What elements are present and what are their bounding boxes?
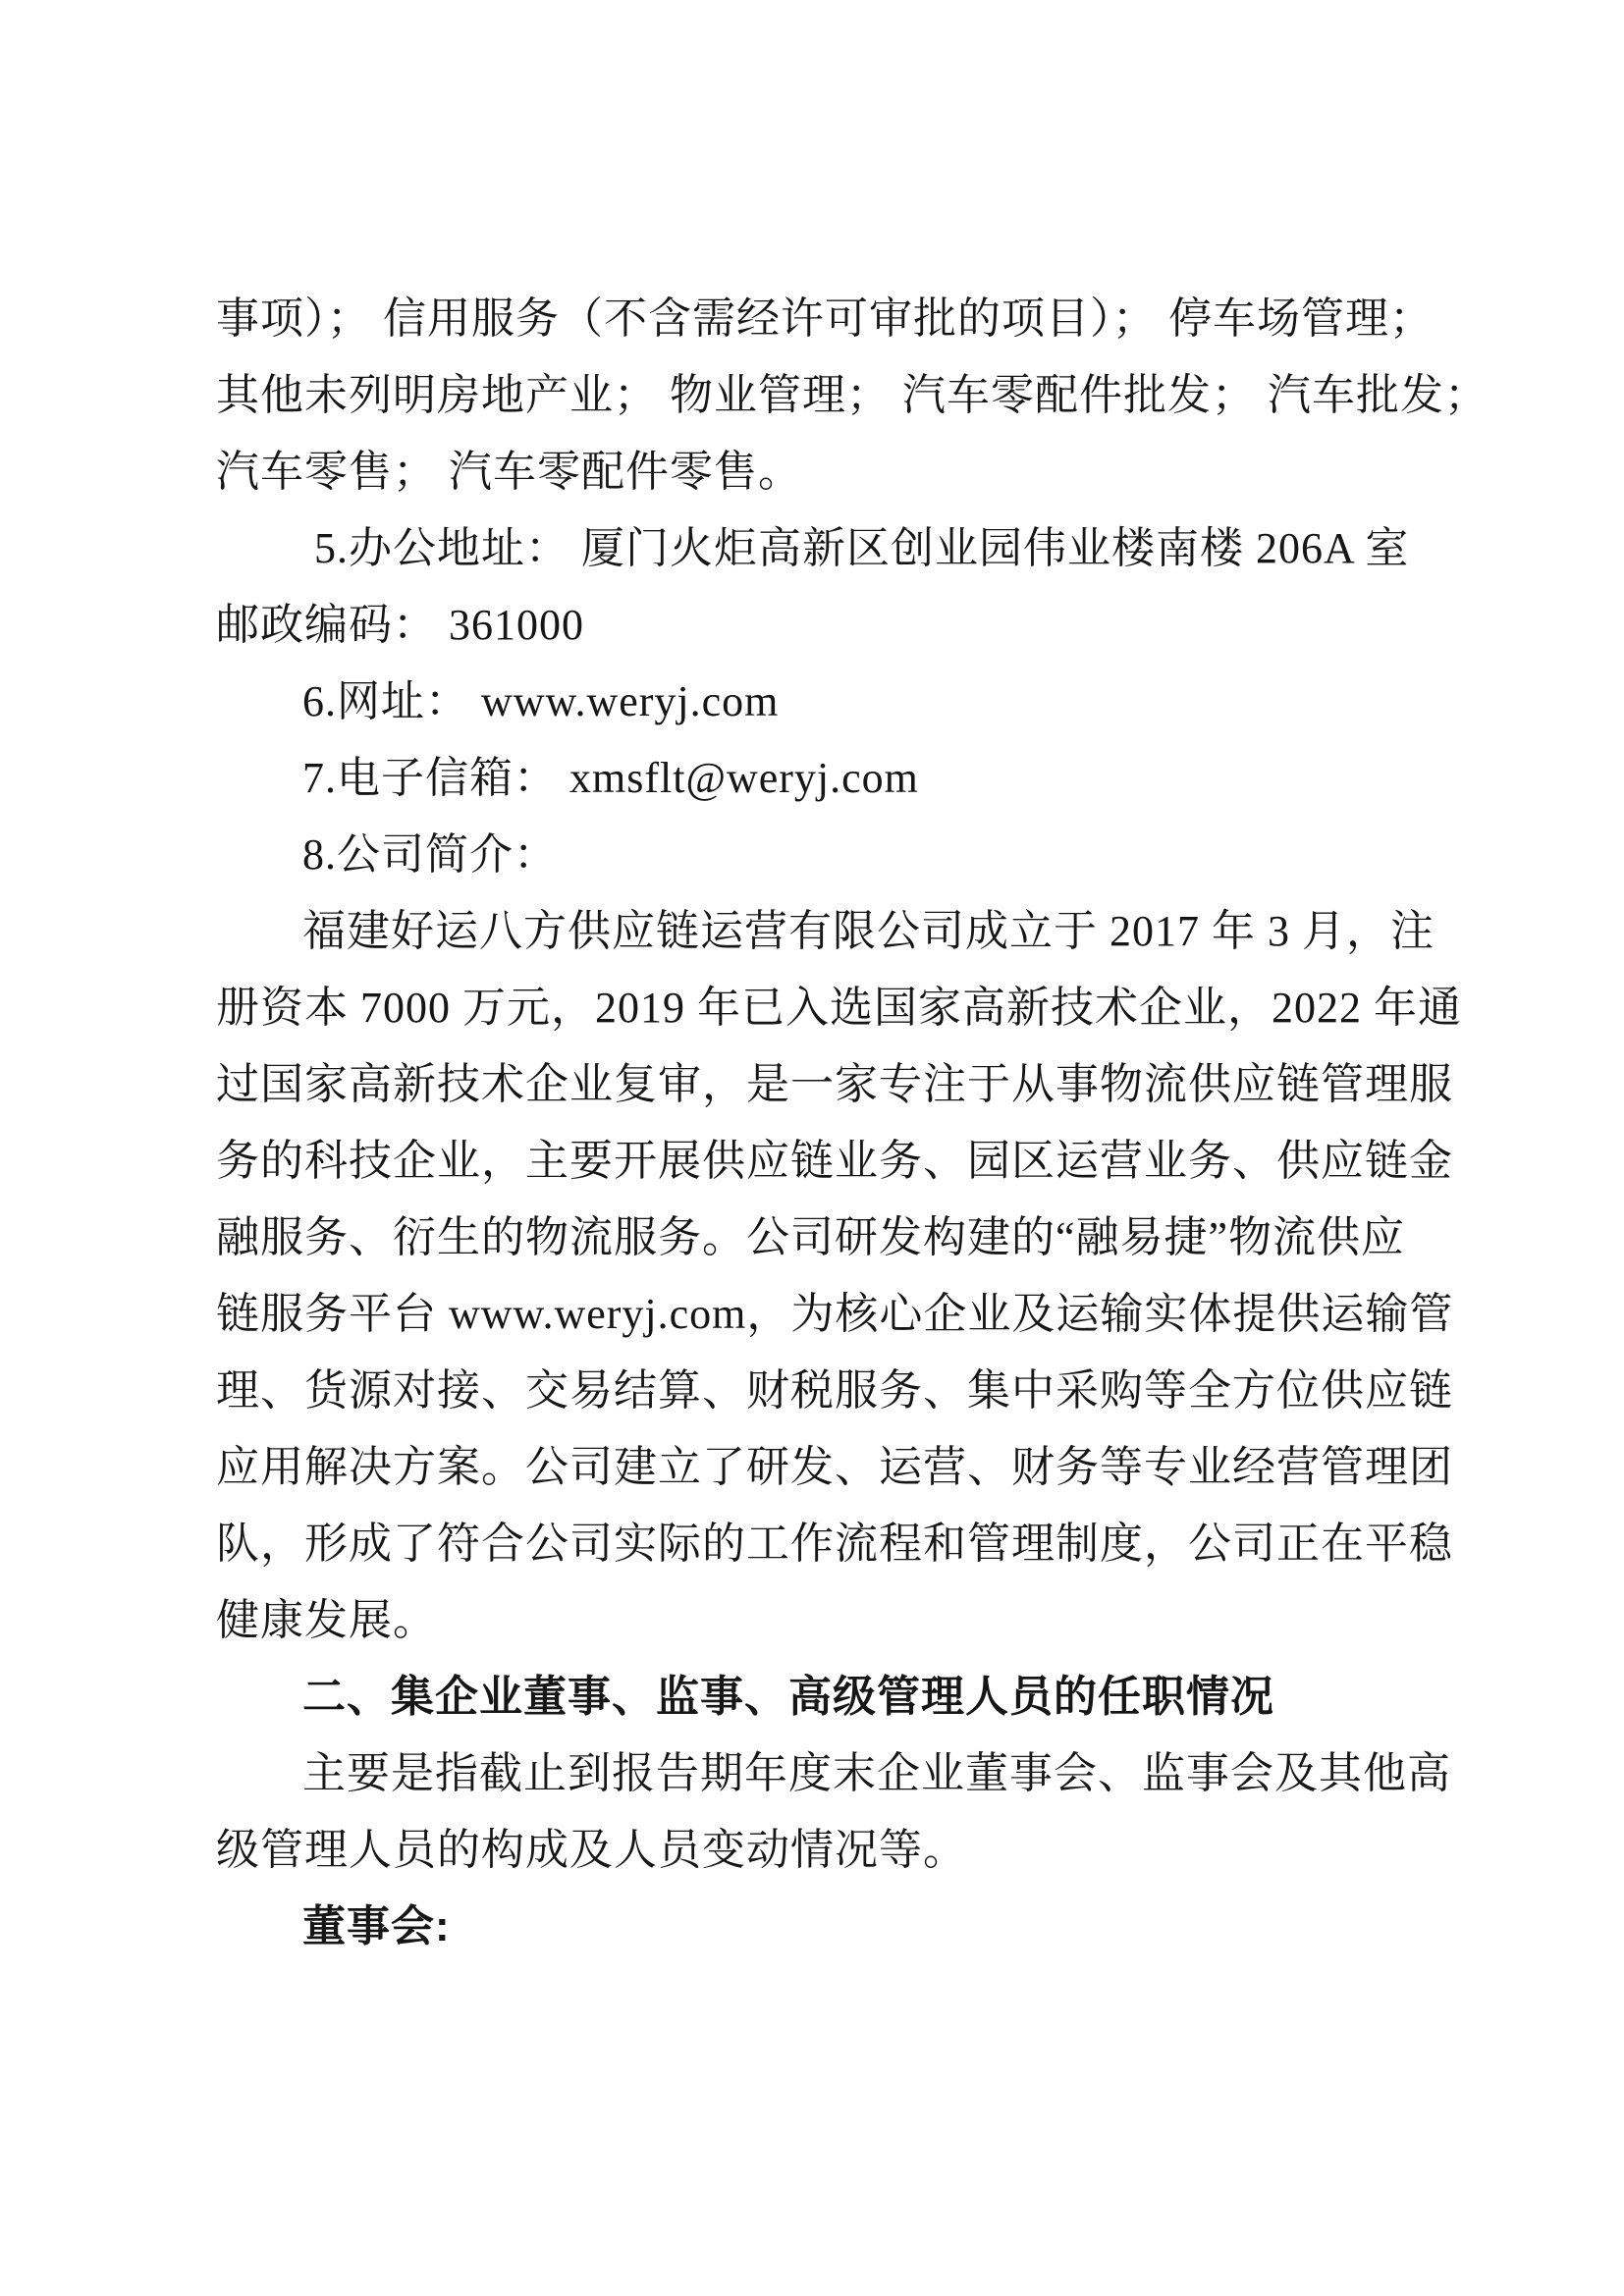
text-line: 队，形成了符合公司实际的工作流程和管理制度，公司正在平稳 bbox=[216, 1520, 1453, 1568]
text-line: 级管理人员的构成及人员变动情况等。 bbox=[216, 1826, 967, 1874]
text-line: 健康发展。 bbox=[216, 1596, 437, 1644]
body-paragraph bbox=[216, 510, 1624, 664]
heading-line: 董事会: bbox=[302, 1902, 451, 1950]
text-line: 链服务平台 www.weryj.com，为核心企业及运输实体提供运输管 bbox=[216, 1290, 1454, 1338]
body-paragraph bbox=[216, 664, 1624, 740]
text-line: 主要是指截止到报告期年度末企业董事会、监事会及其他高 bbox=[302, 1749, 1451, 1797]
text-line: 8.公司简介： bbox=[302, 830, 558, 879]
text-line: 册资本 7000 万元，2019 年已入选国家高新技术企业，2022 年通 bbox=[216, 984, 1462, 1032]
body-paragraph bbox=[216, 740, 1624, 817]
text-line: 福建好运八方供应链运营有限公司成立于 2017 年 3 月，注 bbox=[302, 907, 1435, 955]
heading-line: 二、集企业董事、监事、高级管理人员的任职情况 bbox=[302, 1673, 1274, 1721]
text-line: 过国家高新技术企业复审，是一家专注于从事物流供应链管理服 bbox=[216, 1060, 1453, 1108]
text-line: 5.办公地址： 厦门火炬高新区创业园伟业楼南楼 206A 室 bbox=[302, 524, 1410, 572]
text-line: 事项）； 信用服务（不含需经许可审批的项目）； 停车场管理； bbox=[216, 294, 1434, 343]
text-line: 6.网址： www.weryj.com bbox=[302, 677, 780, 725]
text-line: 应用解决方案。公司建立了研发、运营、财务等专业经营管理团 bbox=[216, 1443, 1453, 1491]
heading-paragraph bbox=[216, 1659, 1624, 1735]
body-paragraph bbox=[216, 1735, 1624, 1889]
heading-paragraph bbox=[216, 1889, 1624, 1965]
text-line: 邮政编码： 361000 bbox=[216, 601, 584, 649]
body-paragraph bbox=[216, 817, 1624, 893]
text-line: 务的科技企业，主要开展供应链业务、园区运营业务、供应链金 bbox=[216, 1137, 1453, 1185]
text-line: 汽车零售； 汽车零配件零售。 bbox=[216, 448, 802, 496]
body-paragraph bbox=[216, 281, 1624, 510]
text-line: 其他未列明房地产业； 物业管理； 汽车零配件批发； 汽车批发； bbox=[216, 371, 1489, 419]
text-line: 7.电子信箱： xmsflt@weryj.com bbox=[302, 754, 919, 802]
text-line: 理、货源对接、交易结算、财税服务、集中采购等全方位供应链 bbox=[216, 1366, 1453, 1415]
text-line: 融服务、衍生的物流服务。公司研发构建的“融易捷”物流供应 bbox=[216, 1213, 1406, 1261]
body-paragraph bbox=[216, 893, 1624, 1659]
